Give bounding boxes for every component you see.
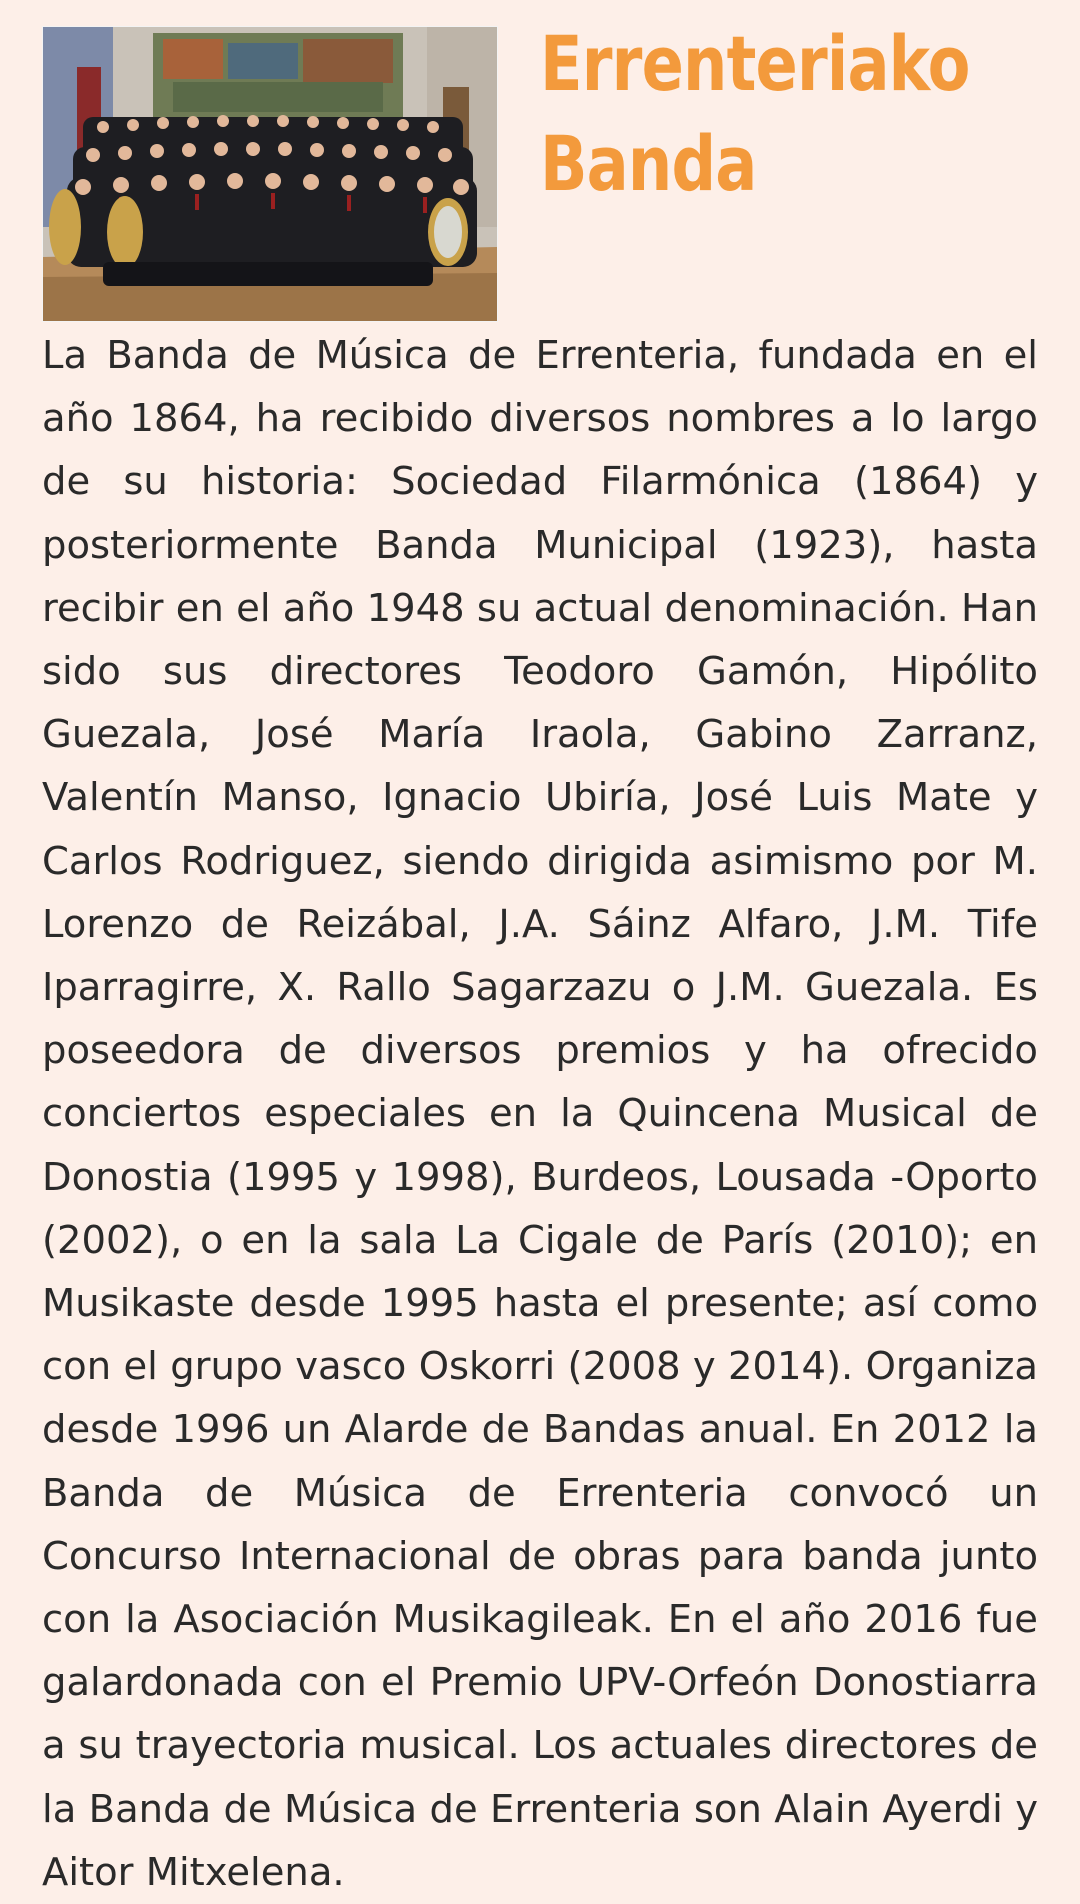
band-description: La Banda de Música de Errenteria, fundada en el año 1864, ha recibido diversos nombres a lo largo de su historia: Sociedad Filarmónica (1864) y posteriormente Banda Municipal (1923), hasta recibir en el año 1948 su actual denominación. Han sido sus directores Teodoro Gamón, Hipólito Guezala, José María Iraola, Gabino Zarranz, Valentín Manso, Ignacio Ubiría, José Luis Mate y Carlos Rodriguez, siendo dirigida asimismo por M. Lorenzo de Reizábal, J.A. Sáinz Alfaro, J.M. Tife Iparragirre, X. Rallo Sagarzazu o J.M. Guezala. Es poseedora de diversos premios y ha ofrecido conciertos especiales en la Quincena Musical de Donostia (1995 y 1998), Burdeos, Lousada -Oporto (2002), o en la sala La Cigale de París (2010); en Musikaste desde 1995 hasta el presente; así como con el grupo vasco Oskorri (2008 y 2014). Organiza desde 1996 un Alarde de Bandas anual. En 2012 la Banda de Música de Errenteria convocó un Concurso Internacional de obras para banda junto con la Asociación Musikagileak. En el año 2016 fue galardonada con el Premio UPV-Orfeón Donostiarra a su trayectoria musical. Los actuales directores de la Banda de Música de Errenteria son Alain Ayerdi y Aitor Mitxelena. [42,333,1038,1895]
band-photo-illustration [43,27,497,321]
band-photo [42,26,498,322]
page-title-text: Errenteriako Banda [540,19,970,208]
page-title [540,14,970,214]
